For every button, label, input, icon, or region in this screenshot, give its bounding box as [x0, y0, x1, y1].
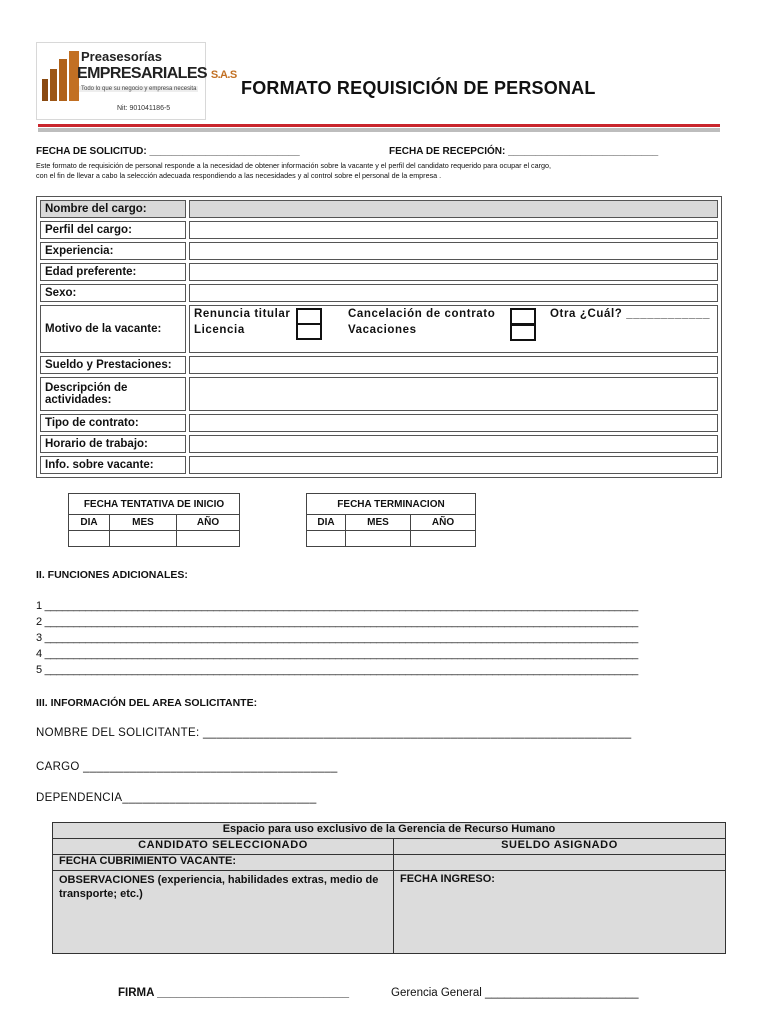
- area-title: III. INFORMACIÓN DEL AREA SOLICITANTE:: [36, 697, 258, 709]
- fecha-solicitud-field[interactable]: FECHA DE SOLICITUD: ___________________________: [36, 146, 300, 157]
- funcion-line-1[interactable]: 1 ______________________________________________________________________________________________________: [36, 600, 638, 612]
- row-label: Descripción de actividades:: [40, 377, 186, 411]
- inicio-mes-label: MES: [110, 515, 177, 531]
- inicio-mes-input[interactable]: [110, 531, 177, 547]
- fin-dia-label: DIA: [307, 515, 346, 531]
- licencia-checkbox[interactable]: [296, 323, 322, 340]
- sexo-input[interactable]: [189, 284, 718, 302]
- inicio-anio-label: AÑO: [177, 515, 240, 531]
- fecha-recepcion-field[interactable]: FECHA DE RECEPCIÓN: ___________________________: [389, 146, 659, 157]
- funcion-line-2[interactable]: 2 ______________________________________________________________________________________________________: [36, 616, 638, 628]
- vacaciones-label: Vacaciones: [348, 324, 417, 336]
- perfil-cargo-input[interactable]: [189, 221, 718, 239]
- horario-input[interactable]: [189, 435, 718, 453]
- vacaciones-checkbox[interactable]: [510, 324, 536, 341]
- row-label: Info. sobre vacante:: [40, 456, 186, 474]
- header-rule-grey: [38, 128, 720, 132]
- intro-line1: Este formato de requisición de personal responde a la necesidad de obtener información sobre la vacante y el perfil del candidato requerido para ocupar el cargo,: [36, 161, 552, 170]
- descripcion-input[interactable]: [189, 377, 718, 411]
- inicio-anio-input[interactable]: [177, 531, 240, 547]
- table-row: [40, 414, 718, 432]
- fecha-inicio-title: FECHA TENTATIVA DE INICIO: [69, 494, 240, 515]
- fecha-ingreso-label[interactable]: FECHA INGRESO:: [394, 871, 726, 954]
- table-row: [40, 242, 718, 260]
- funcion-line-3[interactable]: 3 ______________________________________________________________________________________________________: [36, 632, 638, 644]
- motivo-vacante-cell: [189, 305, 718, 353]
- table-row: [40, 377, 718, 411]
- table-row: [40, 284, 718, 302]
- fin-mes-input[interactable]: [346, 531, 411, 547]
- table-row: [40, 200, 718, 218]
- gerencia-general-field[interactable]: Gerencia General ________________________: [391, 987, 639, 999]
- nombre-cargo-input[interactable]: [189, 200, 718, 218]
- row-label: Experiencia:: [40, 242, 186, 260]
- table-row: [40, 356, 718, 374]
- hr-table: [52, 822, 726, 954]
- cubrimiento-input[interactable]: [394, 855, 726, 871]
- row-label: Sexo:: [40, 284, 186, 302]
- fin-anio-label: AÑO: [411, 515, 476, 531]
- fecha-inicio-table: [68, 493, 240, 547]
- hr-title: Espacio para uso exclusivo de la Gerencia de Recurso Humano: [53, 823, 726, 839]
- cancelacion-label: Cancelación de contrato: [348, 308, 496, 320]
- cargo-field[interactable]: CARGO ______________________________________: [36, 761, 338, 773]
- funcion-line-5[interactable]: 5 ______________________________________________________________________________________________________: [36, 664, 638, 676]
- fin-mes-label: MES: [346, 515, 411, 531]
- nombre-solicitante-field[interactable]: NOMBRE DEL SOLICITANTE: ________________________________________________________________: [36, 727, 632, 739]
- observaciones-label[interactable]: OBSERVACIONES (experiencia, habilidades extras, medio de transporte; etc.): [53, 871, 394, 954]
- sueldo-asignado-label: SUELDO ASIGNADO: [394, 839, 726, 855]
- logo-nit: Nit: 901041186-5: [117, 105, 171, 112]
- row-label: Horario de trabajo:: [40, 435, 186, 453]
- licencia-label: Licencia: [194, 324, 245, 336]
- header-rule-red: [38, 124, 720, 127]
- company-logo: [36, 42, 237, 120]
- table-row: [40, 435, 718, 453]
- cubrimiento-label: FECHA CUBRIMIENTO VACANTE:: [53, 855, 394, 871]
- renuncia-label: Renuncia titular: [194, 308, 291, 320]
- edad-input[interactable]: [189, 263, 718, 281]
- row-label: Motivo de la vacante:: [40, 305, 186, 353]
- row-label: Tipo de contrato:: [40, 414, 186, 432]
- row-label: Sueldo y Prestaciones:: [40, 356, 186, 374]
- document-title: FORMATO REQUISICIÓN DE PERSONAL: [241, 78, 596, 98]
- funciones-title: II. FUNCIONES ADICIONALES:: [36, 569, 188, 581]
- logo-sas: S.A.S: [210, 69, 237, 81]
- inicio-dia-label: DIA: [69, 515, 110, 531]
- candidato-label: CANDIDATO SELECCIONADO: [53, 839, 394, 855]
- dependencia-field[interactable]: DEPENDENCIA_____________________________: [36, 792, 317, 804]
- cancelacion-checkbox[interactable]: [510, 308, 536, 325]
- info-vacante-input[interactable]: [189, 456, 718, 474]
- logo-line1: Preasesorías: [81, 49, 162, 64]
- experiencia-input[interactable]: [189, 242, 718, 260]
- sueldo-input[interactable]: [189, 356, 718, 374]
- logo-empresariales: EMPRESARIALES: [77, 65, 207, 82]
- fin-anio-input[interactable]: [411, 531, 476, 547]
- intro-line2: con el fin de llevar a cabo la selección adecuada respondiendo a las necesidades y al control sobre el personal de la empresa .: [36, 171, 442, 180]
- building-bars-icon: [41, 49, 81, 101]
- row-label: Nombre del cargo:: [40, 200, 186, 218]
- firma-field[interactable]: FIRMA ______________________________: [118, 987, 350, 999]
- table-row: [40, 305, 718, 353]
- row-label: Perfil del cargo:: [40, 221, 186, 239]
- logo-tagline: Todo lo que su negocio y empresa necesita: [81, 86, 197, 92]
- row-label: Edad preferente:: [40, 263, 186, 281]
- requisition-table: [36, 196, 722, 478]
- logo-line2: [77, 65, 237, 83]
- fin-dia-input[interactable]: [307, 531, 346, 547]
- otra-cual-field[interactable]: Otra ¿Cuál? ____________: [550, 308, 711, 320]
- table-row: [40, 221, 718, 239]
- tipo-contrato-input[interactable]: [189, 414, 718, 432]
- fecha-fin-title: FECHA TERMINACION: [307, 494, 476, 515]
- fecha-terminacion-table: [306, 493, 476, 547]
- funcion-line-4[interactable]: 4 ______________________________________________________________________________________________________: [36, 648, 638, 660]
- table-row: [40, 456, 718, 474]
- inicio-dia-input[interactable]: [69, 531, 110, 547]
- table-row: [40, 263, 718, 281]
